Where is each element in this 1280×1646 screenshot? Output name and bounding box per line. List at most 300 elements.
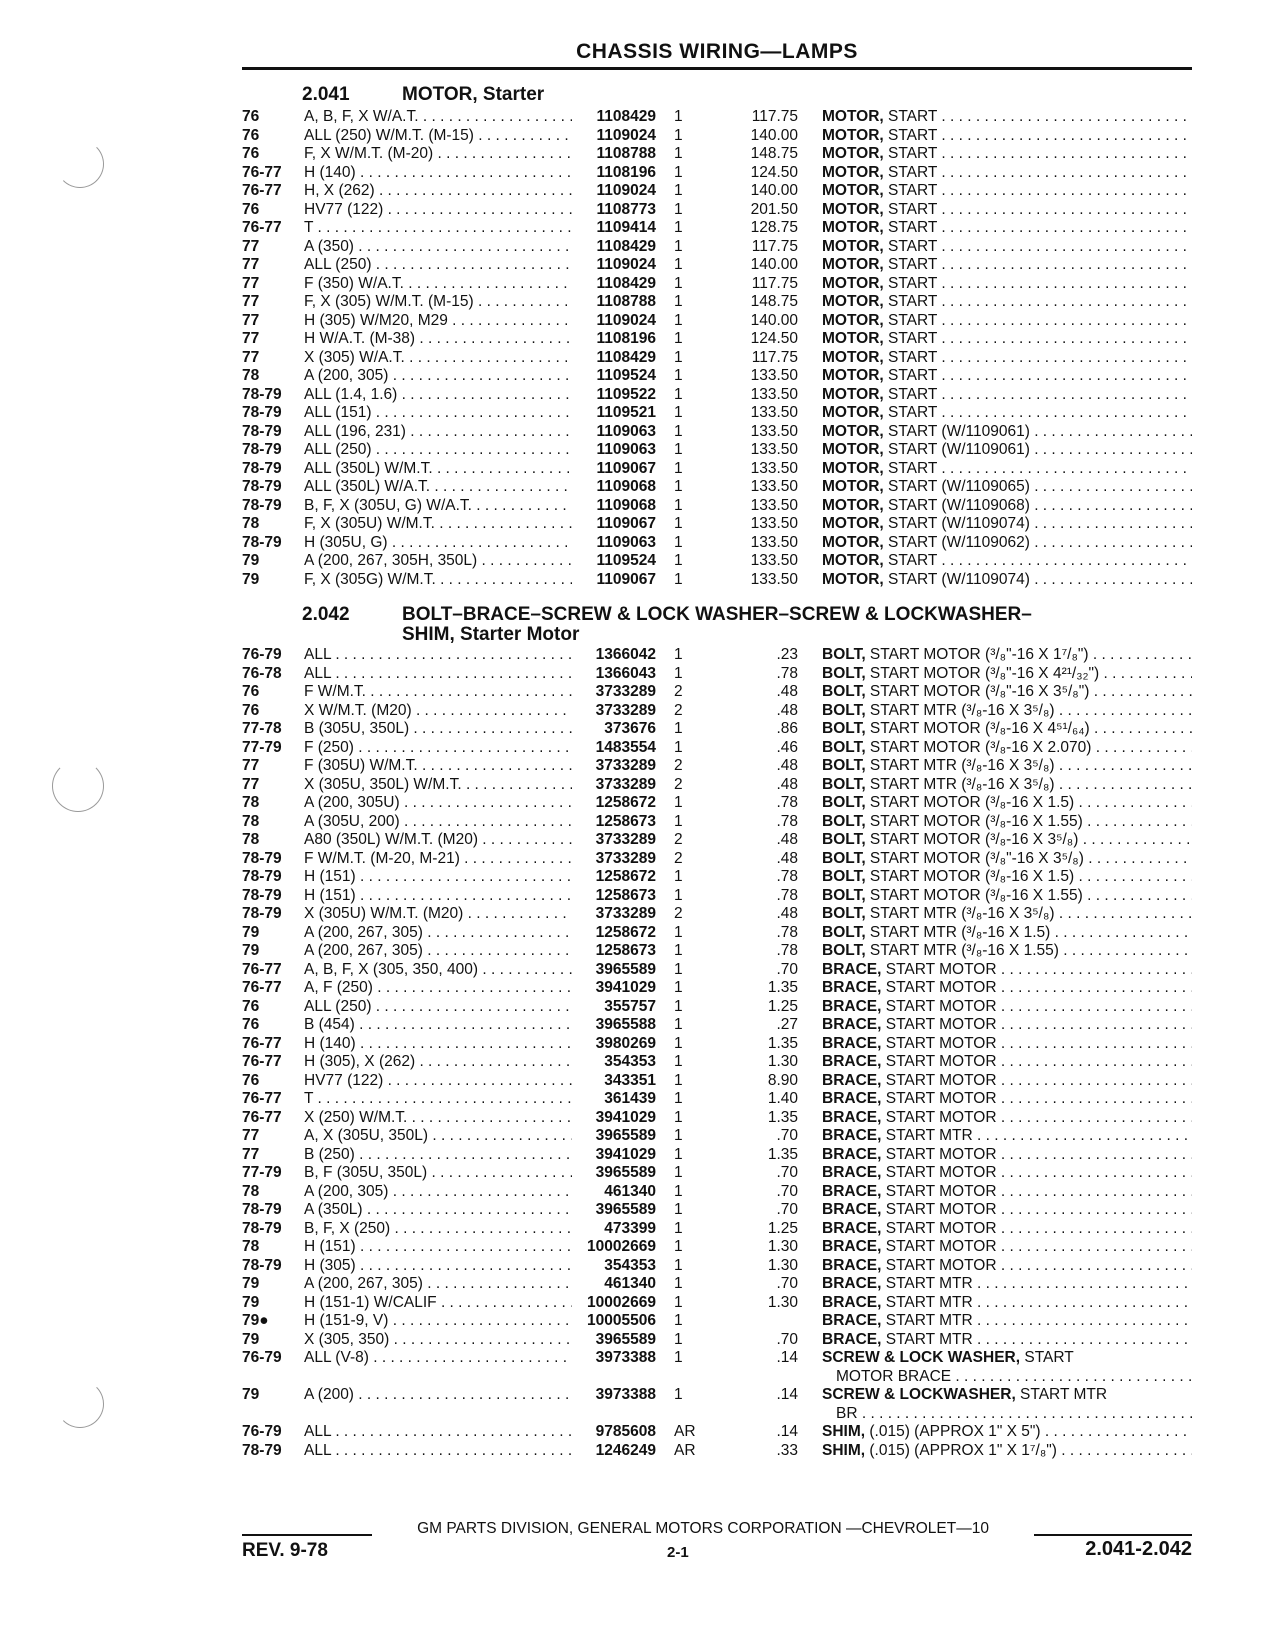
- application: T . . .: [304, 219, 572, 237]
- description: [822, 757, 1192, 775]
- description: [822, 1146, 1192, 1164]
- model-year: 76-79: [242, 1423, 282, 1440]
- description: [822, 423, 1192, 441]
- application: A (350) . . .: [304, 238, 572, 256]
- description: [822, 850, 1192, 868]
- price: 148.75: [750, 145, 798, 162]
- model-year: 78-79: [242, 849, 282, 867]
- part-number: 1366042: [595, 646, 656, 663]
- price: 133.50: [750, 515, 798, 532]
- part-detail: START: [883, 108, 938, 125]
- quantity: 1: [674, 570, 683, 588]
- price: 133.50: [750, 552, 798, 569]
- quantity: 1: [674, 1053, 683, 1070]
- application: B, F (305U, 350L) . . .: [304, 1164, 572, 1182]
- quantity: 1: [674, 1090, 683, 1107]
- part-row: [242, 275, 1192, 294]
- part-detail: START: [883, 145, 938, 162]
- part-number: 1108788: [596, 293, 656, 310]
- application: ALL (250) . . .: [304, 441, 572, 459]
- part-number: 1108429: [596, 274, 656, 292]
- quantity: 1: [674, 163, 683, 181]
- application: X (305) W/A.T. . . .: [304, 349, 572, 367]
- part-detail: START: [883, 274, 938, 292]
- price: 133.50: [750, 570, 798, 588]
- part-row: [242, 330, 1192, 349]
- description: [822, 441, 1192, 459]
- part-name: BRACE,: [822, 1090, 882, 1107]
- part-detail: START MOTOR: [881, 1219, 997, 1237]
- part-detail: START MOTOR (³/₈-16 X 1.55): [865, 886, 1083, 904]
- application: F (305U) W/M.T. . . .: [304, 757, 572, 775]
- parts-list: [242, 108, 1192, 589]
- price: .48: [776, 701, 798, 719]
- price: 148.75: [750, 293, 798, 310]
- part-row: [242, 571, 1192, 590]
- model-year: 76: [242, 701, 260, 719]
- application: H (305), X (262) . . .: [304, 1053, 572, 1071]
- description: [822, 256, 1192, 274]
- price: .78: [776, 886, 798, 904]
- model-year: 78-79: [242, 459, 282, 477]
- part-row: [242, 256, 1192, 275]
- part-row: [242, 1164, 1192, 1183]
- application: A (200, 267, 305H, 350L) . . .: [304, 552, 572, 570]
- part-name: BRACE,: [822, 1108, 882, 1126]
- part-row: [242, 238, 1192, 257]
- section-heading: [242, 84, 1192, 108]
- price: .78: [776, 794, 798, 811]
- quantity: 1: [674, 812, 683, 830]
- quantity: 1: [674, 646, 683, 663]
- part-number: 1258673: [595, 886, 656, 904]
- description: [822, 1257, 1192, 1275]
- part-detail: START: [883, 330, 938, 347]
- part-detail: START MOTOR: [881, 1016, 997, 1033]
- part-name: MOTOR,: [822, 533, 884, 551]
- description: [822, 182, 1192, 200]
- part-detail: START MOTOR: [881, 1108, 997, 1126]
- price: .48: [776, 905, 798, 922]
- model-year: 78-79: [242, 441, 282, 458]
- part-row: [242, 1423, 1192, 1442]
- description: [822, 1220, 1192, 1238]
- description: [822, 1109, 1192, 1127]
- price: .48: [776, 831, 798, 848]
- part-number: 1109024: [596, 182, 656, 199]
- part-name: SHIM,: [822, 1423, 866, 1440]
- application: ALL . . .: [304, 1442, 572, 1460]
- application: F, X W/M.T. (M-20) . . .: [304, 145, 572, 163]
- model-year: 78: [242, 367, 260, 384]
- part-detail: (.015) (APPROX 1" X 5"): [865, 1423, 1041, 1440]
- model-year: 77: [242, 775, 260, 793]
- model-year: 79: [242, 942, 260, 959]
- application: A (200, 267, 305) . . .: [304, 924, 572, 942]
- model-year: 76-78: [242, 664, 282, 682]
- application: A, X (305U, 350L) . . .: [304, 1127, 572, 1145]
- model-year: 76: [242, 200, 260, 218]
- price: 1.25: [767, 997, 798, 1015]
- application: ALL (350L) W/A.T. . . .: [304, 478, 572, 496]
- part-name: BRACE,: [822, 1182, 882, 1200]
- description: [822, 552, 1192, 570]
- quantity: 1: [674, 496, 683, 514]
- part-row: [242, 850, 1192, 869]
- application: A, F (250) . . .: [304, 979, 572, 997]
- page-title: CHASSIS WIRING—LAMPS: [576, 40, 858, 63]
- part-name: MOTOR,: [822, 570, 884, 588]
- description: [822, 293, 1192, 311]
- price: .78: [776, 812, 798, 830]
- description-continued: MOTOR BRACE . . .: [836, 1368, 1192, 1386]
- application: H (151) . . .: [304, 887, 572, 905]
- part-name: BRACE,: [822, 997, 882, 1015]
- part-detail: START: [883, 126, 938, 144]
- quantity: AR: [674, 1423, 696, 1440]
- price: .14: [776, 1386, 798, 1403]
- model-year: 77-79: [242, 738, 282, 756]
- quantity: 1: [674, 960, 683, 978]
- price: 140.00: [750, 126, 798, 144]
- quantity: 1: [674, 1293, 683, 1311]
- price: 1.30: [767, 1256, 798, 1274]
- part-name: BRACE,: [822, 1330, 882, 1348]
- part-row: [242, 293, 1192, 312]
- part-name: MOTOR,: [822, 200, 884, 218]
- application: ALL (196, 231) . . .: [304, 423, 572, 441]
- model-year: 78: [242, 515, 260, 532]
- part-row: [242, 1331, 1192, 1350]
- quantity: 1: [674, 1145, 683, 1163]
- application: ALL (350L) W/M.T. . . .: [304, 460, 572, 478]
- part-name: BOLT,: [822, 701, 866, 719]
- application: A (200, 305) . . .: [304, 1183, 572, 1201]
- part-number: 1366043: [595, 664, 656, 682]
- application: ALL (V-8) . . .: [304, 1349, 572, 1367]
- application: B, F, X (305U, G) W/A.T. . . .: [304, 497, 572, 515]
- part-number: 1258673: [595, 942, 656, 959]
- binder-hole-bottom: [56, 1380, 104, 1428]
- quantity: 1: [674, 219, 683, 236]
- part-name: BRACE,: [822, 1034, 882, 1052]
- part-detail: START MOTOR (³/₈"-16 X 1⁷/₈"): [865, 646, 1089, 663]
- part-number: 3733289: [595, 683, 656, 700]
- application: H (140) . . .: [304, 1035, 572, 1053]
- quantity: 1: [674, 1034, 683, 1052]
- part-row: [242, 497, 1192, 516]
- description: [822, 831, 1192, 849]
- quantity: 1: [674, 293, 683, 310]
- part-row: [242, 776, 1192, 795]
- model-year: 78: [242, 1238, 260, 1255]
- quantity: 1: [674, 330, 683, 347]
- part-detail: (.015) (APPROX 1" X 1⁷/₈"): [865, 1441, 1057, 1459]
- part-detail: START MOTOR: [881, 997, 997, 1015]
- part-detail: START MTR: [881, 1127, 973, 1144]
- application: A (200, 267, 305) . . .: [304, 1275, 572, 1293]
- model-year: 78-79: [242, 905, 282, 922]
- footer-division: GM PARTS DIVISION, GENERAL MOTORS CORPORATION —CHEVROLET—10: [417, 1520, 989, 1537]
- part-row: [242, 1183, 1192, 1202]
- part-name: MOTOR,: [822, 256, 884, 273]
- price: 133.50: [750, 478, 798, 495]
- part-number: 1108196: [596, 330, 656, 347]
- part-name: SCREW & LOCK WASHER,: [822, 1349, 1021, 1366]
- application: ALL (250) . . .: [304, 256, 572, 274]
- quantity: 1: [674, 145, 683, 162]
- quantity: 1: [674, 794, 683, 811]
- part-row: [242, 813, 1192, 832]
- model-year: 78-79: [242, 868, 282, 885]
- application: A (200, 305U) . . .: [304, 794, 572, 812]
- part-detail: START: [883, 404, 938, 421]
- quantity: 1: [674, 1016, 683, 1033]
- description: [822, 961, 1192, 979]
- part-number: 1109068: [596, 478, 656, 495]
- quantity: 1: [674, 1386, 683, 1403]
- part-name: BRACE,: [822, 1164, 882, 1181]
- price: .78: [776, 868, 798, 885]
- part-name: BOLT,: [822, 720, 866, 737]
- part-row: [242, 460, 1192, 479]
- part-number: 1108773: [596, 200, 656, 218]
- price: 140.00: [750, 182, 798, 199]
- section-number: 2.041: [302, 84, 350, 105]
- price: 133.50: [750, 496, 798, 514]
- price: 140.00: [750, 256, 798, 273]
- price: 128.75: [750, 219, 798, 236]
- part-row: [242, 145, 1192, 164]
- part-number: 3733289: [595, 757, 656, 774]
- quantity: 1: [674, 108, 683, 125]
- application: ALL (1.4, 1.6) . . .: [304, 386, 572, 404]
- application: H (151) . . .: [304, 1238, 572, 1256]
- part-name: MOTOR,: [822, 330, 884, 347]
- price: 1.35: [767, 1108, 798, 1126]
- part-number: 1109521: [596, 404, 656, 421]
- part-name: MOTOR,: [822, 552, 884, 569]
- part-name: SHIM,: [822, 1441, 866, 1459]
- price: 8.90: [767, 1071, 798, 1089]
- part-number: 3733289: [595, 775, 656, 793]
- part-name: BOLT,: [822, 923, 866, 941]
- description: [822, 665, 1192, 683]
- description: [822, 1275, 1192, 1293]
- part-detail: START MTR (³/₈-16 X 1.55): [865, 942, 1059, 959]
- quantity: 1: [674, 237, 683, 255]
- description: [822, 1127, 1192, 1145]
- part-row: [242, 1035, 1192, 1054]
- model-year: 77: [242, 757, 260, 774]
- price: 133.50: [750, 533, 798, 551]
- part-detail: START (W/1109065): [883, 478, 1030, 495]
- description: [822, 1183, 1192, 1201]
- part-row: [242, 1294, 1192, 1313]
- part-row: [242, 478, 1192, 497]
- part-row: [242, 552, 1192, 571]
- model-year: 77: [242, 256, 260, 273]
- part-name: BOLT,: [822, 757, 866, 774]
- part-row: [242, 1201, 1192, 1220]
- application: A (305U, 200) . . .: [304, 813, 572, 831]
- part-number: 1108196: [596, 163, 656, 181]
- model-year: 78: [242, 831, 260, 848]
- part-number: 354353: [604, 1053, 656, 1070]
- part-number: 3965588: [595, 1016, 656, 1033]
- part-name: BRACE,: [822, 1201, 882, 1218]
- part-name: BRACE,: [822, 1127, 882, 1144]
- model-year: 76-77: [242, 1053, 282, 1070]
- quantity: AR: [674, 1441, 696, 1459]
- application: H (140) . . .: [304, 164, 572, 182]
- part-number: 1483554: [595, 738, 656, 756]
- quantity: 1: [674, 979, 683, 996]
- model-year: 78-79: [242, 478, 282, 495]
- description: [822, 108, 1192, 126]
- part-detail: START (W/1109061): [883, 441, 1030, 458]
- price: .78: [776, 664, 798, 682]
- description: [822, 275, 1192, 293]
- application: ALL (250) . . .: [304, 998, 572, 1016]
- part-detail: START: [883, 256, 938, 273]
- part-name: MOTOR,: [822, 163, 884, 181]
- price: 133.50: [750, 422, 798, 440]
- part-detail: START: [883, 367, 938, 384]
- quantity: 1: [674, 404, 683, 421]
- model-year: 76-77: [242, 182, 282, 199]
- part-name: BRACE,: [822, 979, 882, 996]
- description: [822, 330, 1192, 348]
- description: [822, 924, 1192, 942]
- part-number: 3965589: [595, 1164, 656, 1181]
- price: .14: [776, 1349, 798, 1366]
- price: 1.30: [767, 1293, 798, 1311]
- application: F, X (305G) W/M.T. . . .: [304, 571, 572, 589]
- part-number: 3965589: [595, 1201, 656, 1218]
- description: [822, 460, 1192, 478]
- part-row: [242, 1312, 1192, 1331]
- binder-hole-top: [56, 140, 104, 188]
- part-row: [242, 1146, 1192, 1165]
- part-name: BOLT,: [822, 794, 866, 811]
- model-year: 78-79: [242, 1256, 282, 1274]
- application: F W/M.T. . . .: [304, 683, 572, 701]
- section-title: MOTOR, Starter: [402, 84, 545, 105]
- part-number: 1109024: [596, 126, 656, 144]
- part-row: [242, 979, 1192, 998]
- model-year: 77-79: [242, 1164, 282, 1181]
- model-year: 78-79: [242, 1201, 282, 1218]
- part-detail: START MTR (³/₈-16 X 3⁵/₈): [865, 701, 1055, 719]
- description: [822, 720, 1192, 738]
- application: F, X (305U) W/M.T. . . .: [304, 515, 572, 533]
- description: [822, 312, 1192, 330]
- part-detail: START MOTOR: [881, 1201, 997, 1218]
- model-year: 79: [242, 1386, 260, 1403]
- part-detail: START: [883, 200, 938, 218]
- quantity: 2: [674, 849, 683, 867]
- part-row: [242, 868, 1192, 887]
- model-year: 76-77: [242, 1090, 282, 1107]
- part-number: 3733289: [595, 701, 656, 719]
- model-year: 77-78: [242, 720, 282, 737]
- application: X (250) W/M.T. . . .: [304, 1109, 572, 1127]
- part-name: BRACE,: [822, 1256, 882, 1274]
- part-detail: START: [883, 552, 938, 569]
- part-name: MOTOR,: [822, 348, 884, 366]
- application: B (305U, 350L) . . .: [304, 720, 572, 738]
- part-row: [242, 1349, 1192, 1386]
- description: [822, 1201, 1192, 1219]
- application: F W/M.T. (M-20, M-21) . . .: [304, 850, 572, 868]
- description: [822, 1090, 1192, 1108]
- part-number: 3941029: [595, 1108, 656, 1126]
- part-number: 1109414: [596, 219, 656, 236]
- application: H (151-9, V) . . .: [304, 1312, 572, 1330]
- part-detail: START: [883, 163, 938, 181]
- application: ALL (151) . . .: [304, 404, 572, 422]
- model-year: 76-77: [242, 979, 282, 996]
- part-name: BOLT,: [822, 775, 866, 793]
- part-name: BOLT,: [822, 905, 866, 922]
- part-number: 10002669: [587, 1238, 656, 1255]
- description: [822, 497, 1192, 515]
- part-detail: START (W/1109074): [883, 515, 1030, 532]
- part-number: 3941029: [595, 979, 656, 996]
- model-year: 77: [242, 1127, 260, 1144]
- model-year: 79: [242, 1330, 260, 1348]
- part-detail: START MOTOR (³/₈-16 X 2.070): [865, 738, 1092, 756]
- description: [822, 646, 1192, 664]
- part-detail: START MOTOR: [881, 1034, 997, 1052]
- quantity: 1: [674, 1201, 683, 1218]
- application: ALL . . .: [304, 646, 572, 664]
- quantity: 1: [674, 1349, 683, 1366]
- part-number: 3965589: [595, 1330, 656, 1348]
- part-detail: START (W/1109074): [883, 570, 1030, 588]
- part-name: MOTOR,: [822, 422, 884, 440]
- part-name: MOTOR,: [822, 367, 884, 384]
- part-number: 361439: [604, 1090, 656, 1107]
- part-number: 3733289: [595, 849, 656, 867]
- part-detail: START MTR (³/₈-16 X 3⁵/₈): [865, 905, 1055, 922]
- application: HV77 (122) . . .: [304, 201, 572, 219]
- model-year: 79: [242, 923, 260, 941]
- model-year: 76: [242, 1016, 260, 1033]
- header-rule: [242, 67, 1192, 70]
- application: ALL . . .: [304, 665, 572, 683]
- application: B, F, X (250) . . .: [304, 1220, 572, 1238]
- part-name: BRACE,: [822, 1293, 882, 1311]
- application: A (200) . . .: [304, 1386, 572, 1404]
- model-year: 78-79: [242, 533, 282, 551]
- part-number: 1109024: [596, 311, 656, 329]
- part-row: [242, 441, 1192, 460]
- description: [822, 868, 1192, 886]
- application: X (305, 350) . . .: [304, 1331, 572, 1349]
- description: [822, 164, 1192, 182]
- part-row: [242, 757, 1192, 776]
- part-name: BOLT,: [822, 646, 866, 663]
- price: 124.50: [750, 163, 798, 181]
- quantity: 1: [674, 1071, 683, 1089]
- quantity: 1: [674, 182, 683, 199]
- quantity: 1: [674, 664, 683, 682]
- application: A, B, F, X W/A.T. . . .: [304, 108, 572, 126]
- application: H (305) . . .: [304, 1257, 572, 1275]
- application: F (250) . . .: [304, 739, 572, 757]
